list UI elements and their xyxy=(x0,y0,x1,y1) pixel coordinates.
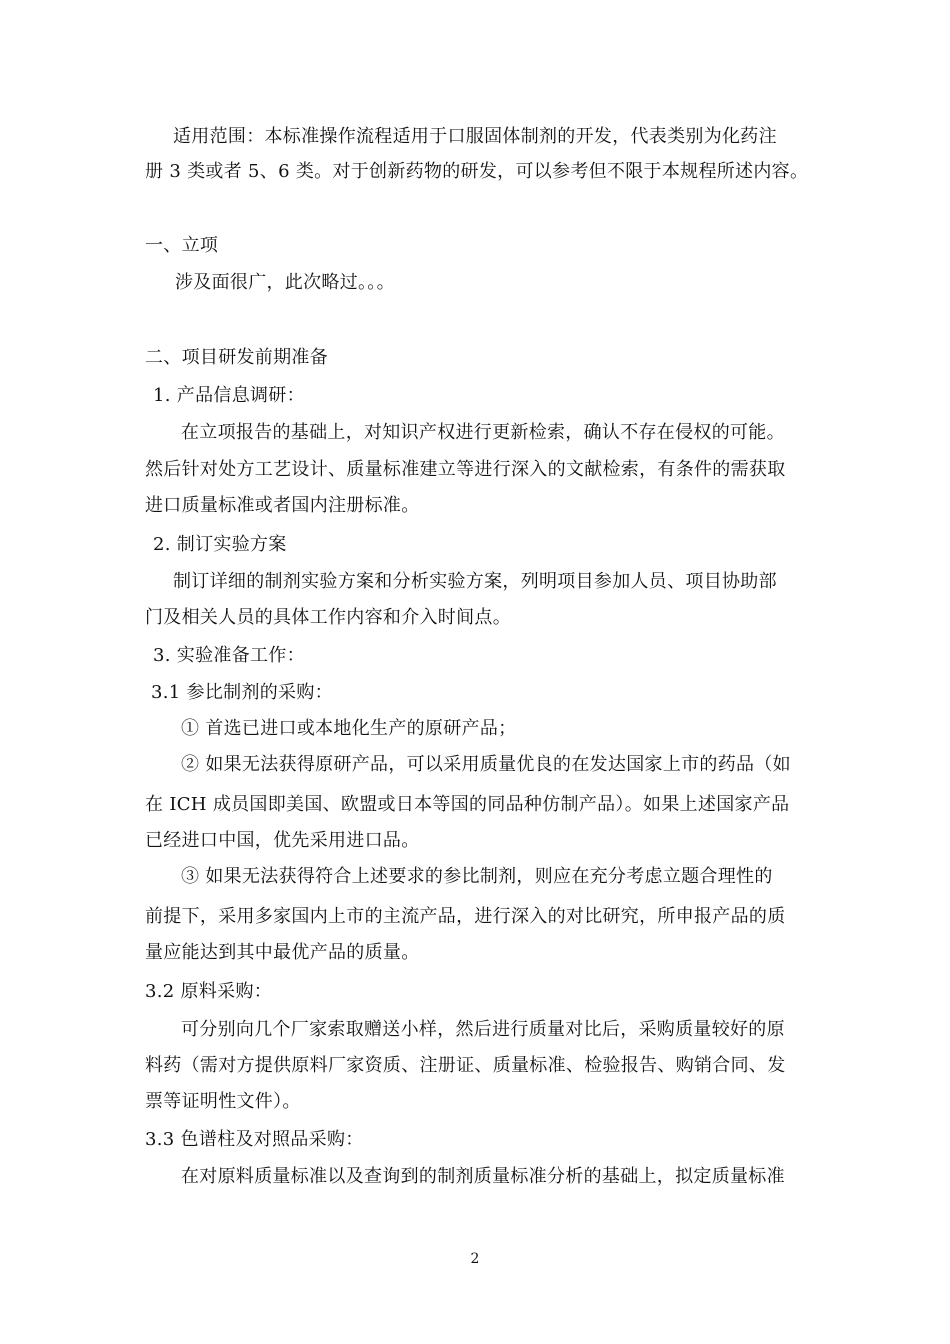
item-3-2-line-2: 料药（需对方提供原料厂家资质、注册证、质量标准、检验报告、购销合同、发 xyxy=(145,1055,786,1076)
option-2-line-1: ② 如果无法获得原研产品，可以采用质量优良的在发达国家上市的药品（如 xyxy=(181,754,791,775)
item-1-line-1: 在立项报告的基础上，对知识产权进行更新检索，确认不存在侵权的可能。 xyxy=(181,422,785,443)
item-3-3-line-1: 在对原料质量标准以及查询到的制剂质量标准分析的基础上，拟定质量标准 xyxy=(181,1166,785,1187)
item-3-heading: 3. 实验准备工作： xyxy=(153,645,305,666)
section-1-heading: 一、立项 xyxy=(145,235,219,256)
item-1-heading: 1. 产品信息调研： xyxy=(153,385,305,406)
option-2-line-2: 在 ICH 成员国即美国、欧盟或日本等国的同品种仿制产品）。如果上述国家产品 xyxy=(145,794,790,815)
option-1-line: ① 首选已进口或本地化生产的原研产品； xyxy=(181,718,517,739)
option-3-line-2: 前提下，采用多家国内上市的主流产品，进行深入的对比研究，所申报产品的质 xyxy=(145,906,786,927)
item-2-line-2: 门及相关人员的具体工作内容和介入时间点。 xyxy=(145,607,511,628)
item-2-line-1: 制订详细的制剂实验方案和分析实验方案，列明项目参加人员、项目协助部 xyxy=(173,571,777,592)
scope-line-1: 适用范围：本标准操作流程适用于口服固体制剂的开发，代表类别为化药注 xyxy=(173,126,777,147)
section-2-heading: 二、项目研发前期准备 xyxy=(145,347,328,368)
item-3-3-heading: 3.3 色谱柱及对照品采购： xyxy=(145,1129,364,1150)
item-3-2-line-1: 可分别向几个厂家索取赠送小样，然后进行质量对比后，采购质量较好的原 xyxy=(181,1019,785,1040)
option-2-line-3: 已经进口中国，优先采用进口品。 xyxy=(145,830,420,851)
item-1-line-2: 然后针对处方工艺设计、质量标准建立等进行深入的文献检索，有条件的需获取 xyxy=(145,459,786,480)
page-number: 2 xyxy=(470,1251,480,1267)
option-3-line-1: ③ 如果无法获得符合上述要求的参比制剂，则应在充分考虑立题合理性的 xyxy=(181,866,773,887)
item-2-heading: 2. 制订实验方案 xyxy=(153,534,287,555)
item-3-2-heading: 3.2 原料采购： xyxy=(145,981,273,1002)
section-1-body: 涉及面很广，此次略过。。。 xyxy=(175,272,395,293)
item-3-1-heading: 3.1 参比制剂的采购： xyxy=(151,682,333,703)
scope-line-2: 册 3 类或者 5、6 类。对于创新药物的研发，可以参考但不限于本规程所述内容。 xyxy=(145,161,809,182)
item-3-2-line-3: 票等证明性文件）。 xyxy=(145,1091,301,1112)
option-3-line-3: 量应能达到其中最优产品的质量。 xyxy=(145,942,420,963)
item-1-line-3: 进口质量标准或者国内注册标准。 xyxy=(145,495,420,516)
